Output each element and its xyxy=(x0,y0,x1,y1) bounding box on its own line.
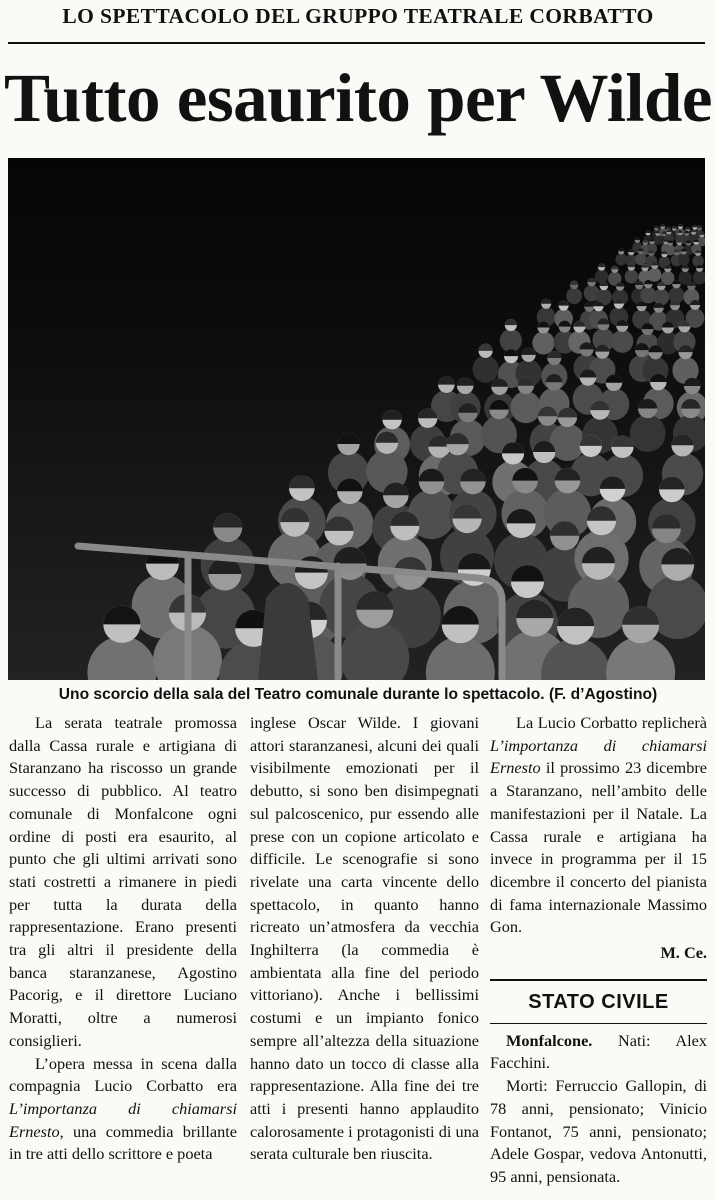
article-paragraph-2 xyxy=(9,1053,237,1167)
article-column-3 xyxy=(490,712,707,1189)
article-paragraph-1: La serata teatrale promossa dalla Cassa rurale e artigiana di Staranzano ha riscosso un grande successo di pubblico. Al teatro comunale di Monfalcone ogni ordine di posti era esaurito, al punto che gli ultimi arrivati sono stati costretti a rimanere in piedi per tutta la durata della rappresentazione. Erano presenti tra gli altri il presidente della banca staranzanese, Agostino Pacorig, e il direttore Luciano Moratti, oltre a numerosi consiglieri. xyxy=(9,713,237,1050)
headline: Tutto esaurito per Wilde xyxy=(3,60,713,136)
article-column-1 xyxy=(9,712,237,1166)
audience-seating-icon xyxy=(8,158,705,680)
article-paragraph-2-continued: inglese Oscar Wilde. I giovani attori staranzanesi, alcuni dei quali visibilmente emozionati per il debutto, si sono ben disimpegnati sul palcoscenico, pur essendo alle prese con un copione articolato e difficile. Le scenografie si sono rivelate una carta vincente dello spettacolo, in quanto hanno ricreato un’atmosfera da vecchia Inghilterra (la commedia è ambientata alla fine del periodo vittoriano). Anche i bellissimi costumi e un impianto fonico sempre all’altezza della situazione hanno dato un tocco di classe alla rappresentazione. Alla fine dei tre atti i presenti hanno applaudito calorosamente i protagonisti di una serata culturale ben riuscita. xyxy=(250,713,479,1164)
play-title: L’importanza di chiamarsi Ernesto xyxy=(9,1098,237,1141)
stato-civile-box xyxy=(490,979,707,1189)
paragraph-2-text-b: , una commedia brillante in tre atti dello scrittore e poeta xyxy=(9,1121,237,1164)
article-paragraph-3 xyxy=(490,712,707,939)
kicker-rule xyxy=(8,42,705,44)
paragraph-2-text-a: L’opera messa in scena dalla compagnia Lucio Corbatto era xyxy=(9,1053,237,1096)
article-column-2 xyxy=(250,712,479,1166)
stato-civile-title: STATO CIVILE xyxy=(528,990,669,1013)
births-text: Nati: Alex Facchini. xyxy=(490,1030,707,1073)
stato-civile-births xyxy=(490,1030,707,1075)
author-signature: M. Ce. xyxy=(660,943,707,963)
stato-civile-deaths: Morti: Ferruccio Gallopin, di 78 anni, pensionato; Vinicio Fontanot, 75 anni, pensionato; Adele Gospar, vedova Antonutti, 95 anni, pensionata. xyxy=(490,1076,707,1186)
kicker: LO SPETTACOLO DEL GRUPPO TEATRALE CORBATTO xyxy=(62,4,654,28)
city-name: Monfalcone. xyxy=(506,1030,593,1050)
play-title-repeat: L’importanza di chiamarsi Ernesto xyxy=(490,735,707,778)
theater-audience-photo xyxy=(8,158,705,680)
paragraph-3-text-b: il prossimo 23 dicembre a Staranzano, nell’ambito delle manifestazioni per il Natale. La Cassa rurale e artigiana ha invece in programma per il 15 dicembre il concerto del pianista di fama internazionale Massimo Gon. xyxy=(490,758,707,937)
paragraph-3-text-a: La Lucio Corbatto replicherà xyxy=(516,713,707,732)
photo-caption: Uno scorcio della sala del Teatro comunale durante lo spettacolo. (F. d’Agostino) xyxy=(58,686,658,703)
stato-civile-bottom-rule xyxy=(490,1023,707,1024)
